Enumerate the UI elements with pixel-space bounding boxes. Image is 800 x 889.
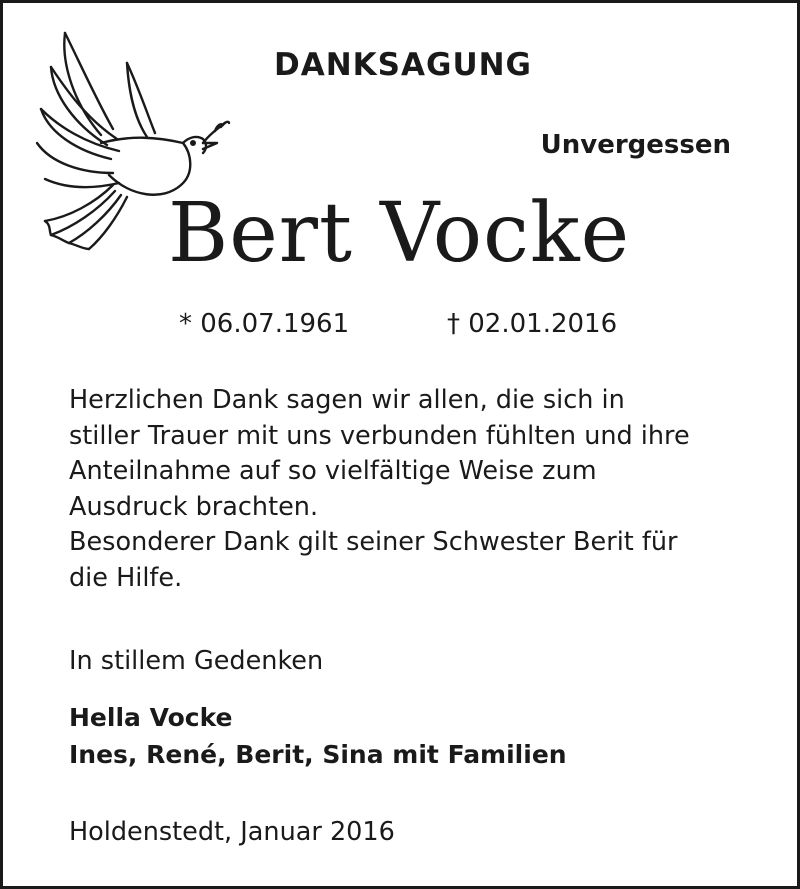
message-line: stiller Trauer mit uns verbunden fühlten und ihre [69, 420, 690, 451]
death-date: † 02.01.2016 [447, 309, 618, 339]
message-line: Ausdruck brachten. [69, 491, 319, 522]
memorial-greeting: In stillem Gedenken [69, 646, 324, 676]
notice-subtitle: Unvergessen [540, 130, 731, 160]
signer-name: Ines, René, Berit, Sina mit Familien [69, 740, 567, 769]
notice-heading: DANKSAGUNG [273, 47, 532, 83]
message-line: Anteilnahme auf so vielfältige Weise zum [69, 456, 597, 487]
message-line: Herzlichen Dank sagen wir allen, die sich in [69, 385, 625, 415]
message-line: die Hilfe. [69, 562, 183, 593]
thank-you-message [69, 383, 759, 597]
signer-name: Hella Vocke [69, 703, 233, 732]
birth-date: * 06.07.1961 [179, 309, 350, 339]
deceased-name: Bert Vocke [168, 186, 631, 281]
message-line: Besonderer Dank gilt seiner Schwester Berit für [69, 527, 678, 558]
place-and-date: Holdenstedt, Januar 2016 [69, 817, 395, 847]
